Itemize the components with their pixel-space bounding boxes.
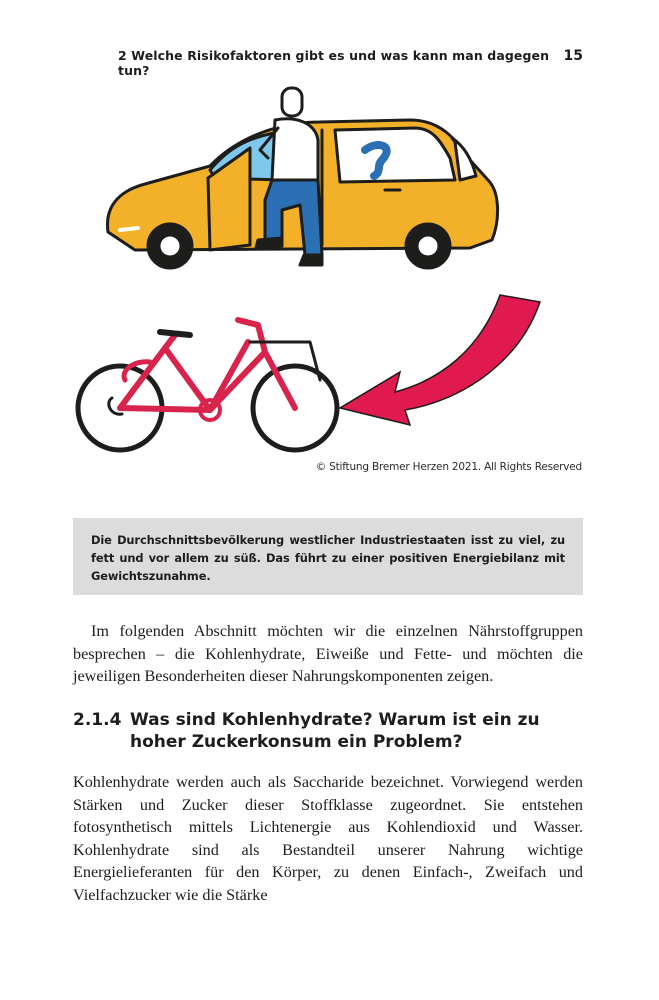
summary-box — [73, 518, 583, 595]
red-arrow — [340, 295, 540, 425]
bicycle-drawing — [78, 320, 337, 450]
car-window-rear — [335, 128, 455, 182]
image-credit: © Stiftung Bremer Herzen 2021. All Rights Reserved — [315, 461, 582, 473]
bike-frame — [120, 320, 295, 410]
running-head — [118, 48, 583, 78]
bike-seat — [160, 332, 190, 335]
chapter-title: 2 Welche Risikofaktoren gibt es und was kann man dagegen tun? — [118, 48, 550, 78]
body-paragraph-2: Kohlenhydrate werden auch als Saccharide bezeichnet. Vorwiegend werden Stärken und Zucker dieser Stoffklasse zugeordnet. Sie entstehen fotosynthetisch mittels Lichtenergie aus Kohlendioxid und Wasser. Kohlenhydrate sind als Bestandteil unserer Nahrung wichtige Energielieferanten für den Körper, zu denen Einfach-, Zweifach und Vielfachzucker wie die Stärke — [73, 773, 583, 904]
person-shoe-right — [300, 255, 322, 265]
body-paragraph-1: Im folgenden Abschnitt möchten wir die einzelnen Nährstoffgruppen besprechen – die Kohlenhydrate, Eiweiße und Fette- und möchten die jeweiligen Besonderheiten dieser Nahrungskomponenten zeigen. — [73, 622, 583, 685]
section-title: Was sind Kohlenhydrate? Warum ist ein zu hoher Zuckerkonsum ein Problem? — [130, 710, 540, 752]
section-heading — [73, 709, 583, 753]
page-number: 15 — [563, 48, 583, 64]
summary-text: Die Durchschnittsbevölkerung westlicher Industriestaaten isst zu viel, zu fett und vor allem zu süß. Das führt zu einer positiven Energiebilanz mit Gewichtszunahme. — [91, 533, 565, 583]
person-shoe-left — [256, 238, 282, 248]
person-head — [282, 88, 302, 116]
car-to-bike-illustration — [60, 80, 590, 460]
arrow-drawing — [340, 295, 540, 425]
section-number: 2.1.4 — [73, 710, 122, 730]
